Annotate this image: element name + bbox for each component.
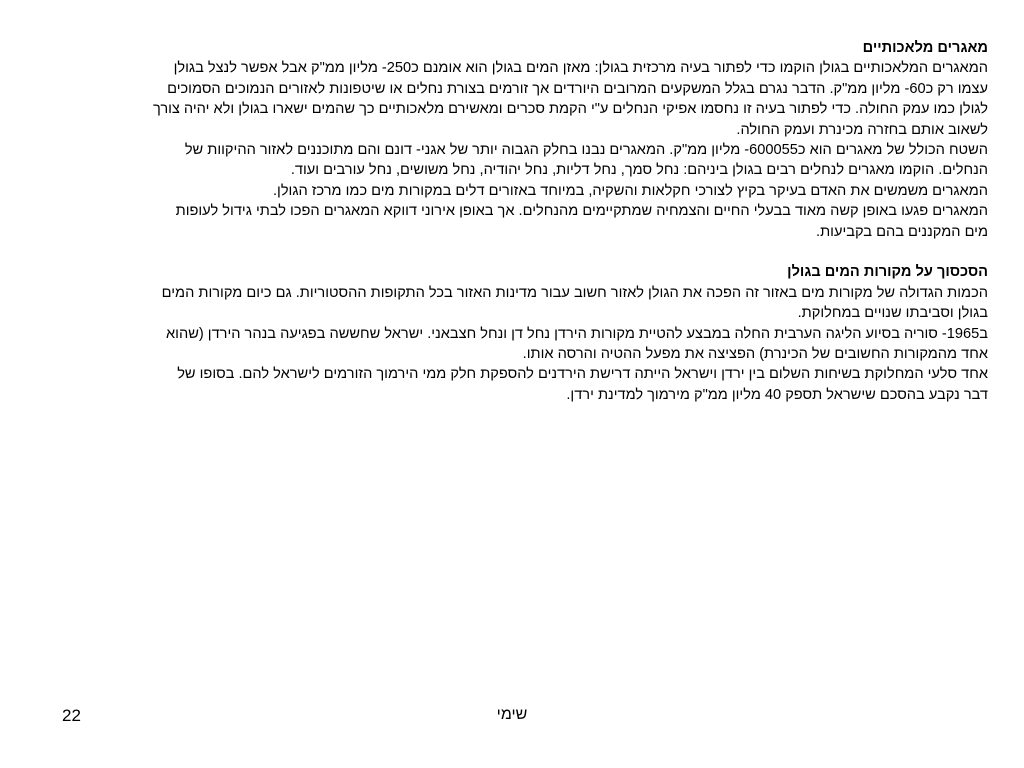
paragraph-reservoirs-purpose: המאגרים המלאכותיים בגולן הוקמו כדי לפתור בעיה מרכזית בגולן: מאזן המים בגולן הוא אומנם כ250- מליון ממ"ק אבל אפשר לנצל בגולן עצמו רק כ60- מליון ממ"ק. הדבר נגרם בגלל המשקעים המרובים היורדים אך זורמים בצורת נחלים או שיטפונות לאזורים הנמוכים הסמוכים לגולן כמו עמק החולה. כדי לפתור בעיה זו נחסמו אפיקי הנחלים ע"י הקמת סכרים ומאשירם מלאכותיים כך שהמים ישארו בגולן ולא יהיה צורך לשאוב אותם בחזרה מכינרת ועמק החולה. <box>152 60 988 138</box>
paragraph-conflict-importance: הכמות הגדולה של מקורות מים באזור זה הפכה את הגולן לאזור חשוב עבור מדינות האזור בכל התקופות ההסטוריות. גם כיום מקורות המים בגולן וסביבתו שנויים במחלוקת. <box>161 284 988 322</box>
paragraph-conflict-1965: ב1965- סוריה בסיוע הליגה הערבית החלה במבצע להטיית מקורות הירדן נחל דן ונחל חצבאני. ישראל שחששה בפגיעה בנהר הירדן (שהוא אחד מהמקורות החשובים של הכינרת) הפציצה את מפעל ההטיה והרסה אותו. <box>166 325 988 363</box>
section-title-artificial-reservoirs: מאגרים מלאכותיים <box>862 40 988 56</box>
paragraph-reservoirs-impact: המאגרים פגעו באופן קשה מאוד בבעלי החיים והצמחיה שמתקיימים מהנחלים. אך באופן אירוני דווקא המאגרים הפכו לבתי גידול לעופות מים המקננים בהם בקביעות. <box>175 203 988 240</box>
section-title-water-conflict: הסכסוך על מקורות המים בגולן <box>787 264 988 281</box>
section-spacer <box>150 242 988 262</box>
page-number: 22 <box>62 706 81 725</box>
slide-body <box>150 38 988 405</box>
footer-author: שימי <box>496 706 528 723</box>
paragraph-reservoirs-area: השטח הכולל של מאגרים הוא כ600055- מליון ממ"ק. המאגרים נבנו בחלק הגבוה יותר של אגני- דונם והם מתוכננים לאזור ההיקוות של הנחלים. הוקמו מאגרים לנחלים רבים בגולן ביניהם: נחל סמך, נחל דליות, נחל יהודיה, נחל משושים, נחל עורבים ועוד. <box>184 142 988 179</box>
paragraph-conflict-peace-talks: אחד סלעי המחלוקת בשיחות השלום בין ירדן וישראל הייתה דרישת הירדנים להספקת חלק ממי הירמוך הזורמים לישראל להם. בסופו של דבר נקבע בהסכם שישראל תספק 40 מליון ממ"ק מירמוך למדינת ירדן. <box>177 366 988 403</box>
paragraph-reservoirs-usage: המאגרים משמשים את האדם בעיקר בקיץ לצורכי חקלאות והשקיה, במיוחד באזורים דלים במקורות מים כמו מרכז הגולן. <box>272 182 988 199</box>
